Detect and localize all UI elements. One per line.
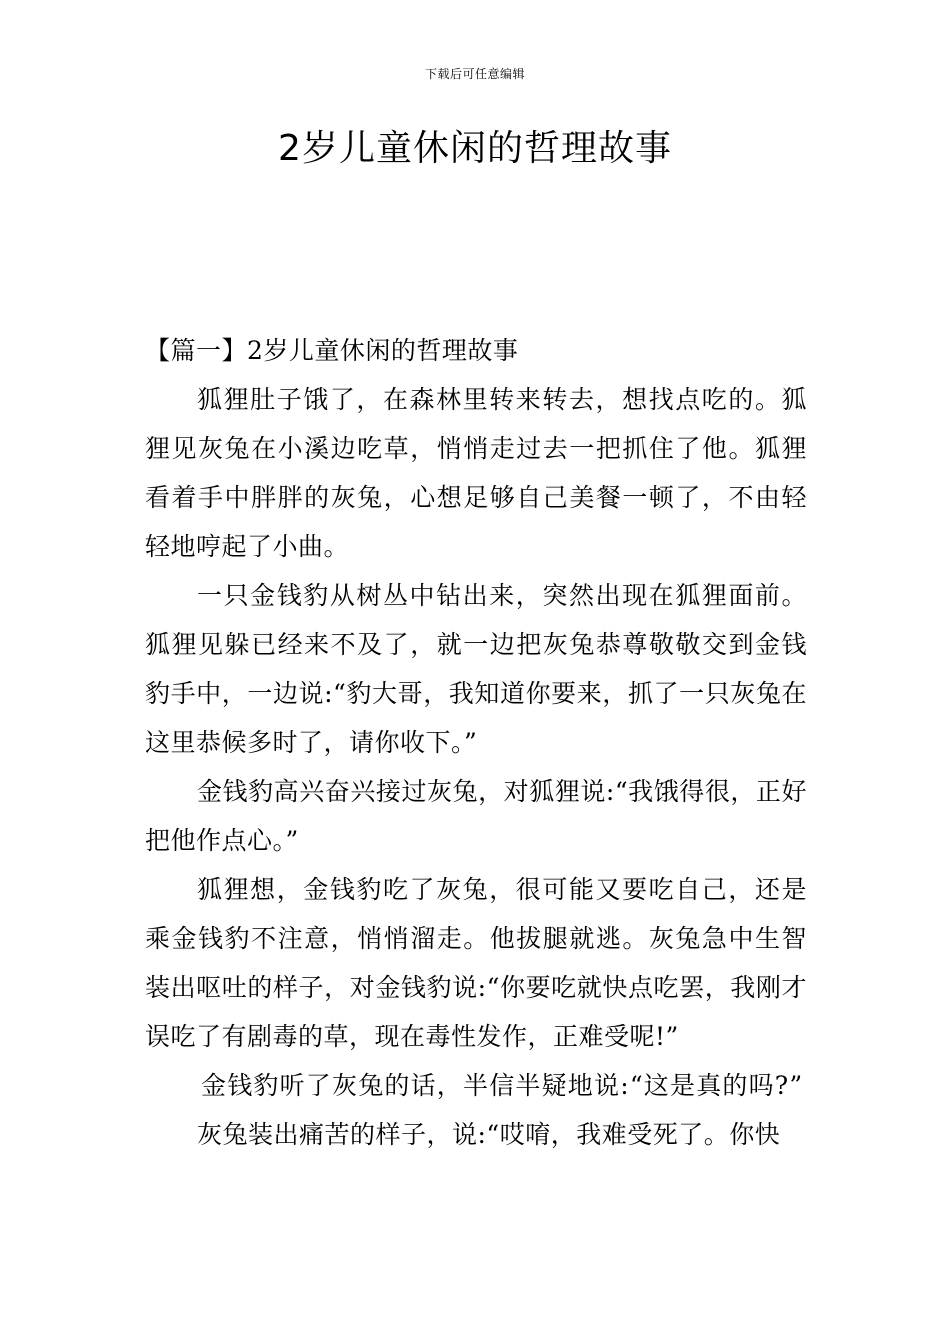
paragraph-3: 金钱豹高兴奋兴接过灰兔，对狐狸说:“我饿得很，正好把他作点心。” [145,777,807,855]
paragraph-2: 一只金钱豹从树丛中钻出来，突然出现在狐狸面前。狐狸见躲已经来不及了，就一边把灰兔恭尊敬敬交到金钱豹手中，一边说:“豹大哥，我知道你要来，抓了一只灰兔在这里恭候多时了，请你收下。” [145,581,807,757]
document-title: 2岁儿童休闲的哲理故事 [278,128,672,169]
section-heading: 【篇一】2岁儿童休闲的哲理故事 [145,336,519,365]
paragraph-4: 狐狸想，金钱豹吃了灰兔，很可能又要吃自己，还是乘金钱豹不注意，悄悄溜走。他拔腿就逃。灰兔急中生智装出呕吐的样子，对金钱豹说:“你要吃就快点吃罢，我刚才误吃了有剧毒的草，现在毒性发作，正难受呢!” [145,875,807,1051]
paragraph-6: 灰兔装出痛苦的样子，说:“哎唷，我难受死了。你快 [197,1120,781,1149]
paragraph-5: 金钱豹听了灰兔的话，半信半疑地说:“这是真的吗?” [201,1071,804,1100]
header-note: 下载后可任意编辑 [424,67,525,81]
paragraph-1: 狐狸肚子饿了，在森林里转来转去，想找点吃的。狐狸见灰兔在小溪边吃草，悄悄走过去一把抓住了他。狐狸看着手中胖胖的灰兔，心想足够自己美餐一顿了，不由轻轻地哼起了小曲。 [145,385,807,561]
article-body [145,326,807,1159]
